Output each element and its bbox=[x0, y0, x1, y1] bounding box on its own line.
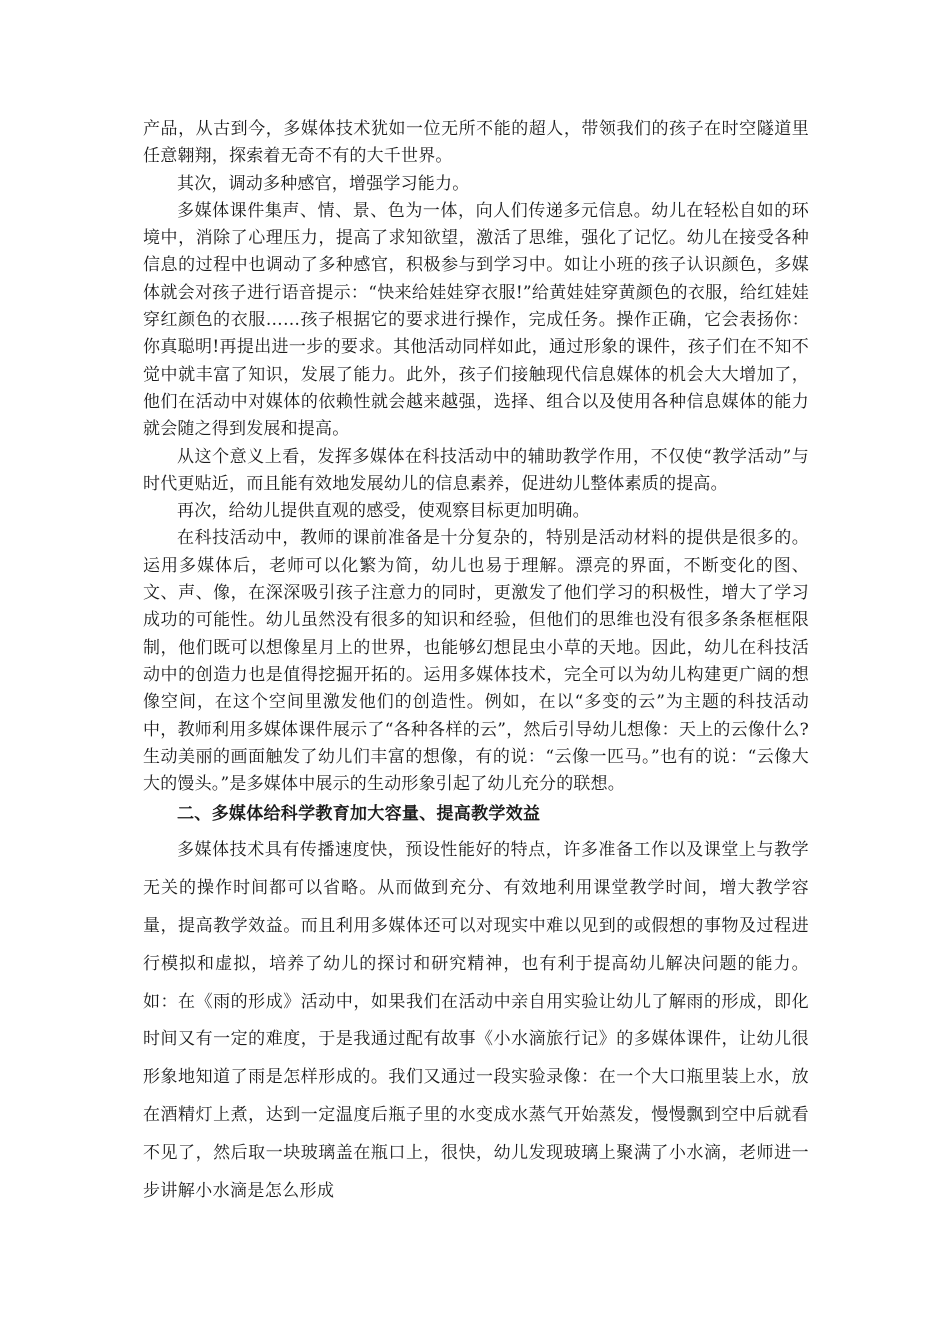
paragraph-efficiency: 多媒体技术具有传播速度快，预设性能好的特点，许多准备工作以及课堂上与教学无关的操作时间都可以省略。从而做到充分、有效地利用课堂教学时间，增大教学容量，提高教学效益。而且利用多媒体还可以对现实中难以见到的或假想的事物及过程进行模拟和虚拟，培养了幼儿的探讨和研究精神，也有利于提高幼儿解决问题的能力。如：在《雨的形成》活动中，如果我们在活动中亲自用实验让幼儿了解雨的形成，即化时间又有一定的难度，于是我通过配有故事《小水滴旅行记》的多媒体课件，让幼儿很形象地知道了雨是怎样形成的。我们又通过一段实验录像：在一个大口瓶里装上水，放在酒精灯上煮，达到一定温度后瓶子里的水变成水蒸气开始蒸发，慢慢飘到空中后就看不见了，然后取一块玻璃盖在瓶口上，很快，幼儿发现玻璃上聚满了小水滴，老师进一步讲解小水滴是怎么形成 bbox=[143, 840, 809, 1201]
document-page bbox=[143, 116, 809, 1210]
paragraph-significance: 从这个意义上看，发挥多媒体在科技活动中的辅助教学作用，不仅使“教学活动”与时代更贴近，而且能有效地发展幼儿的信息素养，促进幼儿整体素质的提高。 bbox=[143, 446, 809, 494]
paragraph-multimedia-senses: 多媒体课件集声、情、景、色为一体，向人们传递多元信息。幼儿在轻松自如的环境中，消除了心理压力，提高了求知欲望，激活了思维，强化了记忆。幼儿在接受各种信息的过程中也调动了多种感官，积极参与到学习中。如让小班的孩子认识颜色，多媒体就会对孩子进行语音提示：“快来给娃娃穿衣服!”给黄娃娃穿黄颜色的衣服，给红娃娃穿红颜色的衣服……孩子根据它的要求进行操作，完成任务。操作正确，它会表扬你：你真聪明!再提出进一步的要求。其他活动同样如此，通过形象的课件，孩子们在不知不觉中就丰富了知识，发展了能力。此外，孩子们接触现代信息媒体的机会大大增加了，他们在活动中对媒体的依赖性就会越来越强，选择、组合以及使用各种信息媒体的能力就会随之得到发展和提高。 bbox=[143, 200, 809, 440]
paragraph-imagination: 在科技活动中，教师的课前准备是十分复杂的，特别是活动材料的提供是很多的。运用多媒体后，老师可以化繁为简，幼儿也易于理解。漂亮的界面，不断变化的图、文、声、像，在深深吸引孩子注意力的同时，更激发了他们学习的积极性，增大了学习成功的可能性。幼儿虽然没有很多的知识和经验，但他们的思维也没有很多条条框框限制，他们既可以想像星月上的世界，也能够幻想昆虫小草的天地。因此，幼儿在科技活动中的创造力也是值得挖掘开拓的。运用多媒体技术，完全可以为幼儿构建更广阔的想像空间，在这个空间里激发他们的创造性。例如，在以“多变的云”为主题的科技活动中，教师利用多媒体课件展示了“各种各样的云”，然后引导幼儿想像：天上的云像什么?生动美丽的画面触发了幼儿们丰富的想像，有的说：“云像一匹马。”也有的说：“云像大大的馒头。”是多媒体中展示的生动形象引起了幼儿充分的联想。 bbox=[143, 528, 809, 795]
paragraph-continuation: 产品，从古到今，多媒体技术犹如一位无所不能的超人，带领我们的孩子在时空隧道里任意翱翔，探索着无奇不有的大千世界。 bbox=[143, 119, 809, 167]
paragraph-second-point: 其次，调动多种感官，增强学习能力。 bbox=[177, 173, 470, 194]
section-heading: 二、多媒体给科学教育加大容量、提高教学效益 bbox=[177, 804, 541, 825]
paragraph-third-point: 再次，给幼儿提供直观的感受，使观察目标更加明确。 bbox=[177, 501, 590, 522]
